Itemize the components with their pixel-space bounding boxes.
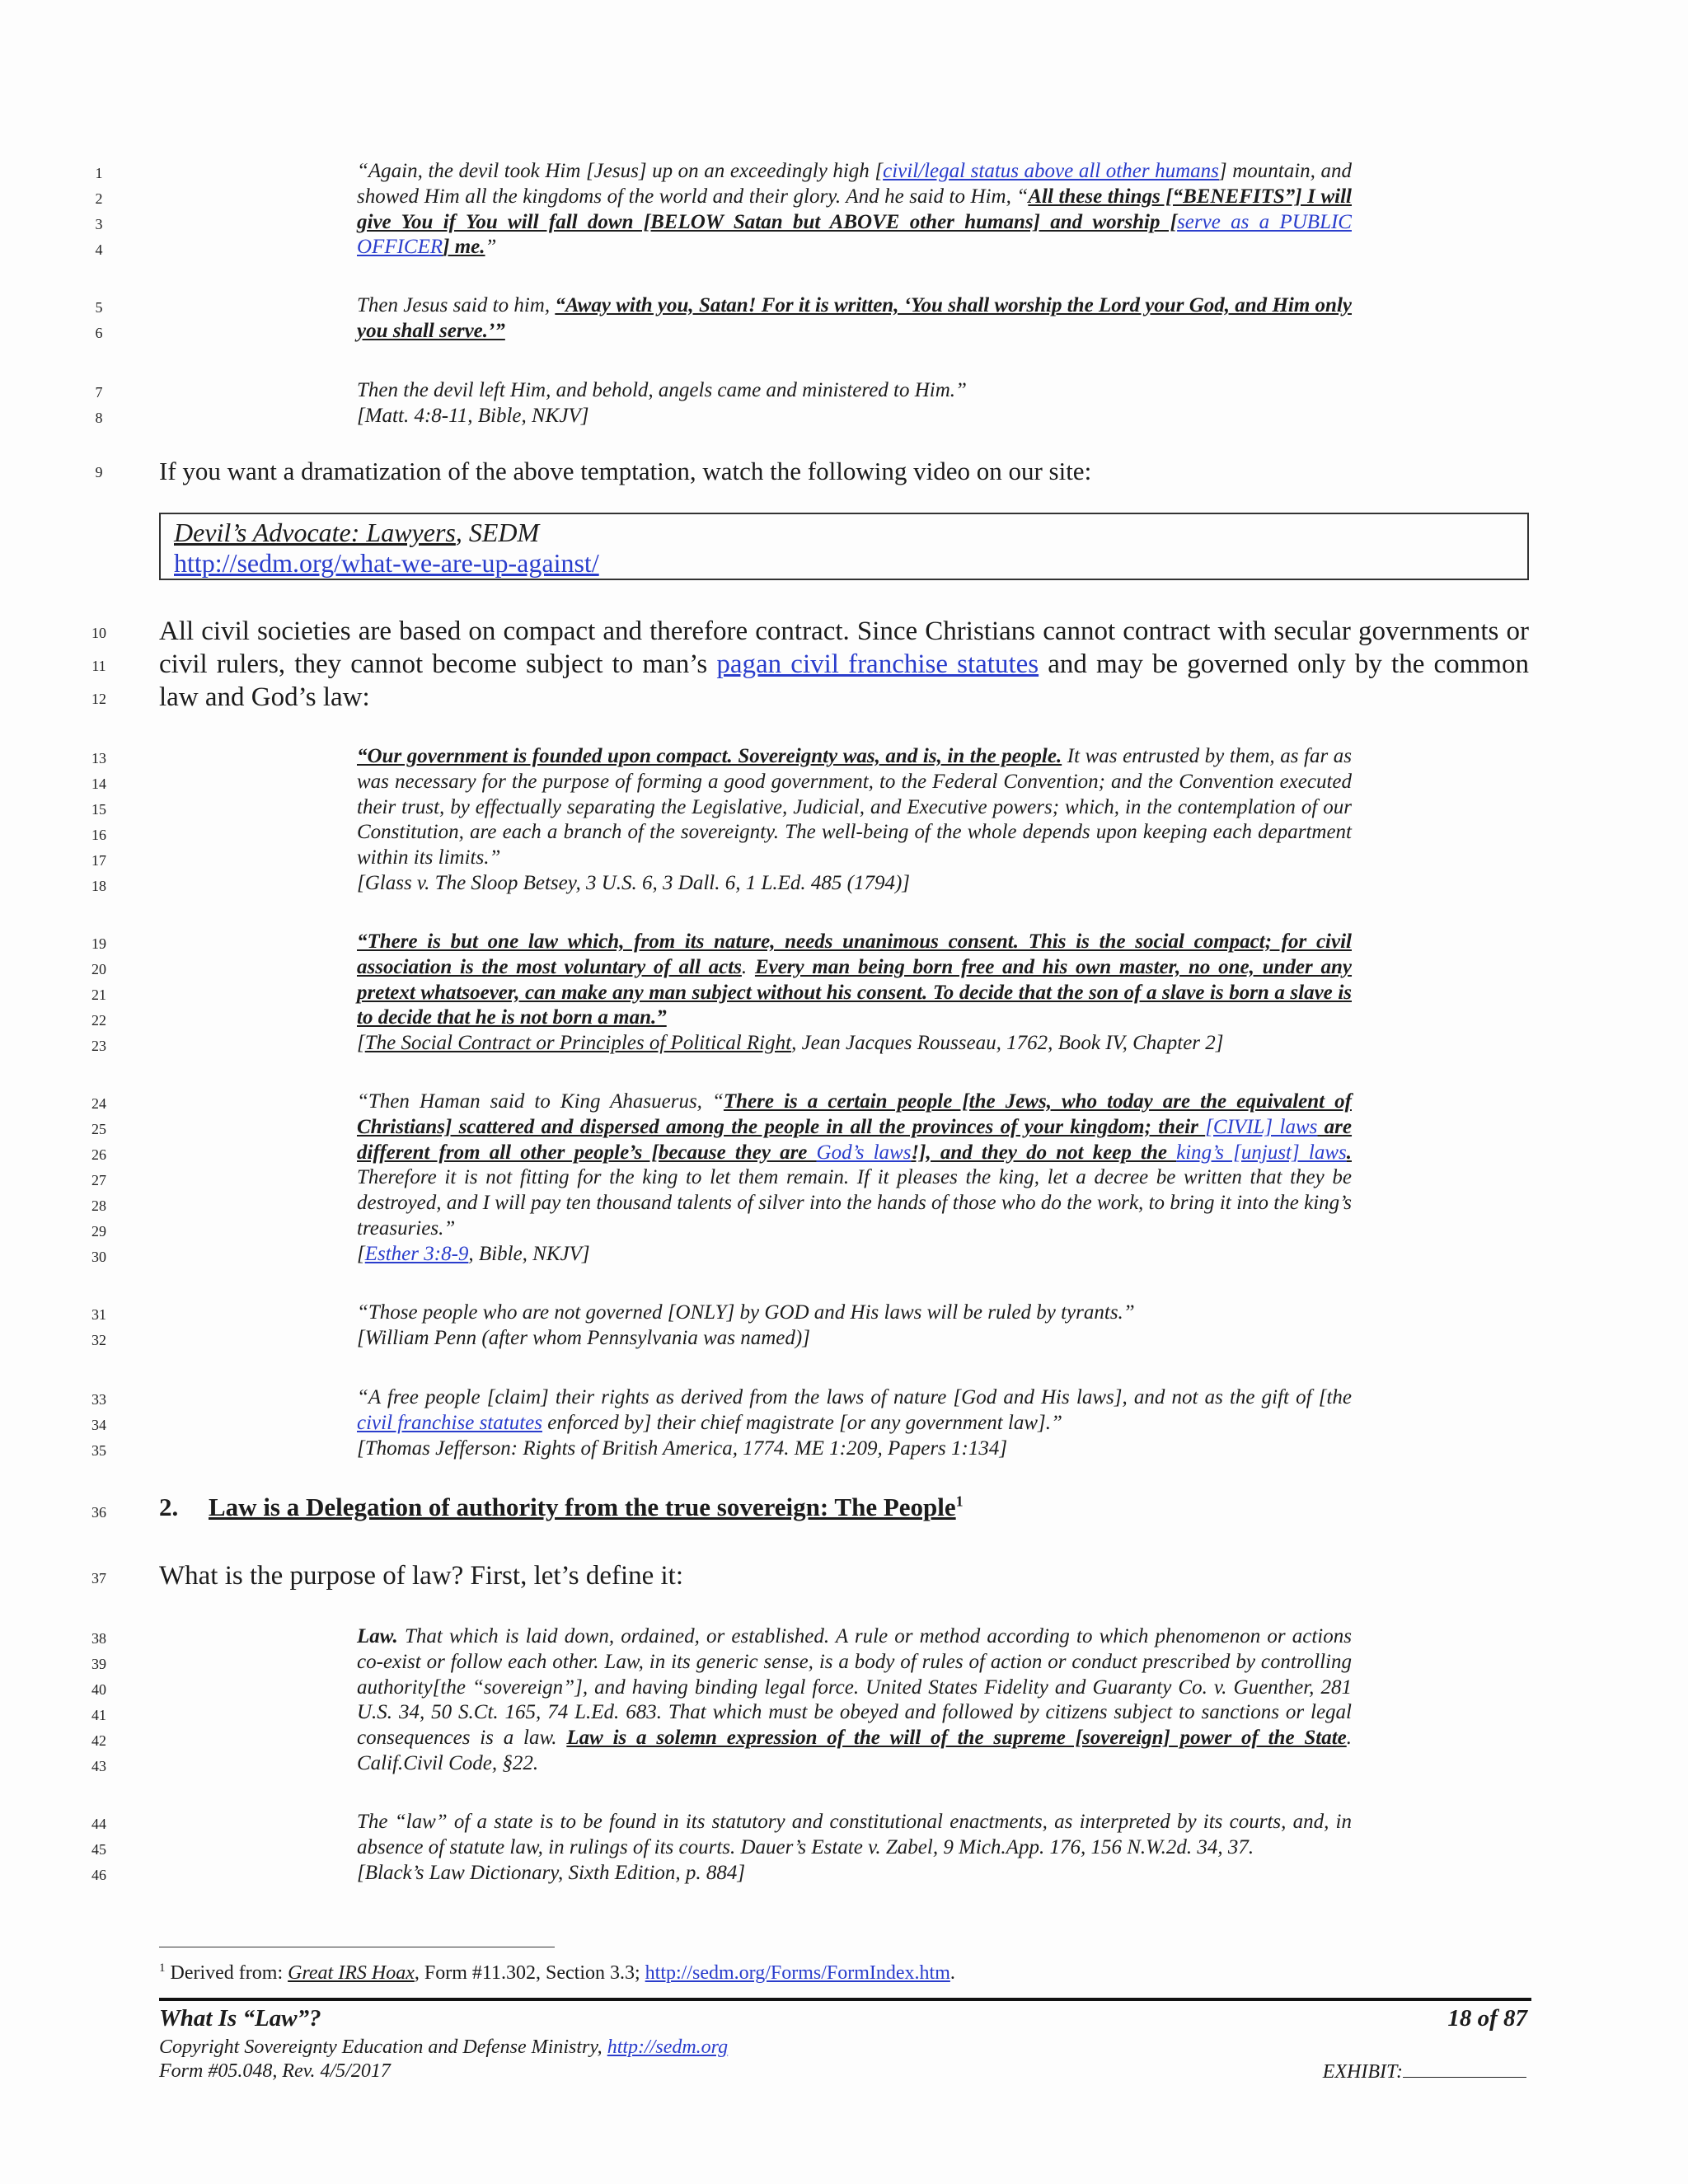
quote-text: The “law” of a state is to be found in its statutory and constitutional enactments, as interpreted by its courts, and, in absence of statute law, in rulings of its courts. Dauer’s Estate v. Zabel, 9 Mich.App. 176, 156 N.W.2d. 34, 37. [357,1811,1352,1858]
penn-quote [357,1301,1352,1352]
quote-emphasis: . [1346,1141,1352,1164]
exhibit-label: EXHIBIT: [1322,2061,1403,2083]
purpose-question: What is the purpose of law? First, let’s define it: [159,1561,684,1591]
quote-citation: [Glass v. The Sloop Betsey, 3 U.S. 6, 3 Dall. 6, 1 L.Ed. 485 (1794)] [357,871,911,894]
line-number: 41 [91,1707,106,1723]
quote-citation: [ [357,1242,365,1265]
line-number: 3 [95,216,103,232]
law-term: Law. [357,1625,398,1647]
line-number: 10 [91,625,106,641]
kings-unjust-laws-link[interactable]: king’s [unjust] laws [1176,1141,1347,1164]
quote-emphasis: There is a certain people [the Jews, who today are the equivalent of Christians] scattered and dispersed among the people in all the provinces of your kingdom; their [357,1090,1352,1138]
quote-emphasis: Every man being born free and his own master, no one, under any pretext whatsoever, can make any man subject without his consent. To decide that the son of a slave is born a slave is to decide that he is not born a man.” [357,955,1353,1029]
page-number: 18 of 87 [1447,2005,1527,2032]
public-officer-link[interactable]: serve as a PUBLIC OFFICER [357,210,1352,259]
line-number: 37 [91,1570,106,1586]
social-contract-title: The Social Contract or Principles of Political Right [364,1032,792,1055]
great-irs-hoax-title: Great IRS Hoax [288,1962,415,1984]
line-number: 46 [91,1867,106,1883]
line-number: 22 [91,1012,106,1029]
civil-franchise-statutes-link[interactable]: civil franchise statutes [357,1411,542,1434]
line-number: 12 [91,691,106,707]
quote-citation: [Black’s Law Dictionary, Sixth Edition, p. 884] [357,1861,746,1884]
line-number: 7 [95,384,103,401]
exhibit-field [1323,2060,1526,2083]
quote-citation: [Thomas Jefferson: Rights of British America, 1774. ME 1:209, Papers 1:134] [357,1436,1008,1460]
quote-citation: [ [357,1032,365,1055]
quote-citation: [Matt. 4:8-11, Bible, NKJV] [357,404,589,427]
section-title: Law is a Delegation of authority from the true sovereign: The People [209,1493,956,1521]
line-number: 8 [95,410,103,426]
video-intro: If you want a dramatization of the above temptation, watch the following video on our site: [159,457,1092,485]
quote-text: . Calif.Civil Code, §22. [357,1727,1352,1774]
line-number: 9 [95,464,103,480]
quote-text: Then Jesus said to him, [357,294,556,316]
line-number: 32 [91,1332,106,1348]
line-number: 38 [91,1630,106,1647]
quote-text: “A free people [claim] their rights as derived from the laws of nature [God and His laws], and not as the gift of [the [357,1386,1352,1408]
jefferson-quote [357,1385,1352,1461]
quote-text: Therefore it is not fitting for the king to let them remain. If it pleases the king, let a decree be written that they be destroyed, and I will pay ten thousand talents of silver into the hands of those who do the work, to bring it into the king’s treasuries.” [357,1166,1352,1240]
video-source: , SEDM [455,518,540,547]
line-number: 34 [91,1417,106,1433]
video-box [159,513,1529,580]
line-number: 26 [91,1146,106,1163]
line-number: 1 [95,165,103,181]
line-number: 19 [91,935,106,952]
quote-citation: , Bible, NKJV] [468,1242,590,1265]
line-number: 43 [91,1758,106,1774]
pagan-civil-franchise-statutes-link[interactable]: pagan civil franchise statutes [716,649,1039,679]
quote-emphasis: ] me. [443,236,485,259]
quote-emphasis: “Away with you, Satan! For it is written, ‘You shall worship the Lord your God, and Him only you shall serve.’” [357,294,1352,342]
quote-text: It was entrusted by them, as far as was necessary for the purpose of forming a good government, to the Federal Convention; and the Convention executed their trust, by effectually separating the Legislative, Judicial, and Executive powers; which, in the contemplation of our Constitution, are each a branch of the sovereignty. The well-being of the whole depends upon keeping each department within its limits.” [357,745,1353,869]
line-number: 5 [95,299,103,316]
line-number: 28 [91,1197,106,1214]
line-number: 17 [91,852,106,869]
quote-emphasis: are different from all other people’s [because they are [357,1115,1353,1164]
quote-emphasis: Law is a solemn expression of the will of the supreme [sovereign] power of the State [566,1727,1347,1750]
line-number: 16 [91,827,106,843]
civil-laws-link[interactable]: [CIVIL] laws [1205,1115,1318,1138]
form-index-link[interactable]: http://sedm.org/Forms/FormIndex.htm [645,1962,950,1984]
quote-emphasis: All these things [“BENEFITS”] I will give You if You will fall down [BELOW Satan but ABOVE other humans] and worship [ [357,185,1352,233]
sedm-link[interactable]: http://sedm.org [607,2036,729,2058]
footnote-number: 1 [159,1961,166,1975]
line-number: 23 [91,1038,106,1054]
line-number: 13 [91,750,106,766]
line-number: 29 [91,1223,106,1240]
quote-text: “Then Haman said to King Ahasuerus, “ [357,1090,724,1113]
quote-citation: , Jean Jacques Rousseau, 1762, Book IV, Chapter 2] [791,1032,1224,1055]
quote-emphasis: !], and they do not keep the [911,1141,1177,1164]
copyright-text: Copyright Sovereignty Education and Defense Ministry, [159,2036,607,2058]
line-number: 40 [91,1681,106,1698]
line-number: 15 [91,801,106,818]
quote-emphasis: “Our government is founded upon compact. Sovereignty was, and is, in the people. [357,745,1062,767]
line-number: 35 [91,1442,106,1459]
line-number: 24 [91,1095,106,1112]
footer-copyright [159,2036,728,2059]
matthew-quote-p1 [357,159,1352,260]
glass-quote [357,744,1352,897]
footnote-text: . [950,1962,955,1984]
video-title[interactable]: Devil’s Advocate: Lawyers [174,518,456,547]
paragraph-text: All civil societies are based on compact and therefore contract. Since Christians cannot contract with secular governments or civil rulers, they cannot become subject to man’s [159,616,1529,679]
exhibit-blank [1403,2060,1526,2078]
quote-text: . [741,955,755,978]
footer-title: What Is “Law”? [159,2005,321,2032]
quote-text: ] mountain, and showed Him all the kingdoms of the world and their glory. And he said to Him, “ [357,160,1352,208]
quote-text: “Again, the devil took Him [Jesus] up on an exceedingly high [ [357,160,884,182]
quote-text: Then the devil left Him, and behold, angels came and ministered to Him.” [357,379,967,401]
quote-citation: [William Penn (after whom Pennsylvania was named)] [357,1326,810,1349]
quote-emphasis: “There is but one law which, from its nature, needs unanimous consent. This is the social compact; for civil association is the most voluntary of all acts [357,930,1352,978]
line-number: 39 [91,1656,106,1672]
section-number: 2. [159,1493,179,1521]
rousseau-quote [357,930,1352,1057]
video-url-link[interactable]: http://sedm.org/what-we-are-up-against/ [174,548,599,578]
line-number: 45 [91,1841,106,1858]
quote-text: “Those people who are not governed [ONLY] by GOD and His laws will be ruled by tyrants.” [357,1301,1135,1324]
civil-societies-paragraph [159,615,1529,714]
civil-legal-status-link[interactable]: civil/legal status above all other humans [883,160,1219,182]
footer-form: Form #05.048, Rev. 4/5/2017 [159,2060,391,2082]
gods-laws-link[interactable]: God’s laws [816,1141,912,1164]
line-number: 31 [91,1306,106,1323]
line-number: 18 [91,878,106,894]
line-number: 44 [91,1816,106,1832]
line-number: 6 [95,325,103,341]
law-definition [357,1624,1352,1777]
footnote-ref[interactable]: 1 [955,1493,964,1510]
line-number: 42 [91,1732,106,1749]
quote-text: That which is laid down, ordained, or established. A rule or method according to which phenomenon or actions co-exist or follow each other. Law, in its generic sense, is a body of rules of action or conduct prescribed by controlling authority[the “sovereign”], and having binding legal force. United States Fidelity and Guaranty Co. v. Guenther, 281 U.S. 34, 50 S.Ct. 165, 74 L.Ed. 683. That which must be obeyed and followed by citizens subject to sanctions or legal consequences is a law. [357,1625,1352,1750]
line-number: 25 [91,1121,106,1137]
esther-quote [357,1090,1352,1268]
matthew-quote-p3 [357,378,1352,429]
esther-citation-link[interactable]: Esther 3:8-9 [364,1242,469,1265]
matthew-quote-p2 [357,293,1352,344]
footer-divider [159,1998,1531,2001]
line-number: 33 [91,1391,106,1408]
quote-text: enforced by] their chief magistrate [or any government law].” [542,1411,1062,1434]
line-number: 27 [91,1172,106,1188]
footnote-text: , Form #11.302, Section 3.3; [414,1962,645,1984]
line-number: 2 [95,190,103,207]
paragraph-text: and may be governed only by the common law and God’s law: [159,649,1529,712]
footnote-text: Derived from: [165,1962,288,1984]
law-of-state-definition [357,1810,1352,1886]
line-number: 20 [91,961,106,977]
line-number: 11 [91,658,106,674]
quote-text: ” [485,236,497,259]
line-number: 21 [91,987,106,1003]
section-heading [159,1493,964,1522]
line-number: 14 [91,776,106,792]
line-number: 36 [91,1504,106,1521]
footnote [159,1961,955,1985]
line-number: 30 [91,1249,106,1265]
line-number: 4 [95,241,103,258]
